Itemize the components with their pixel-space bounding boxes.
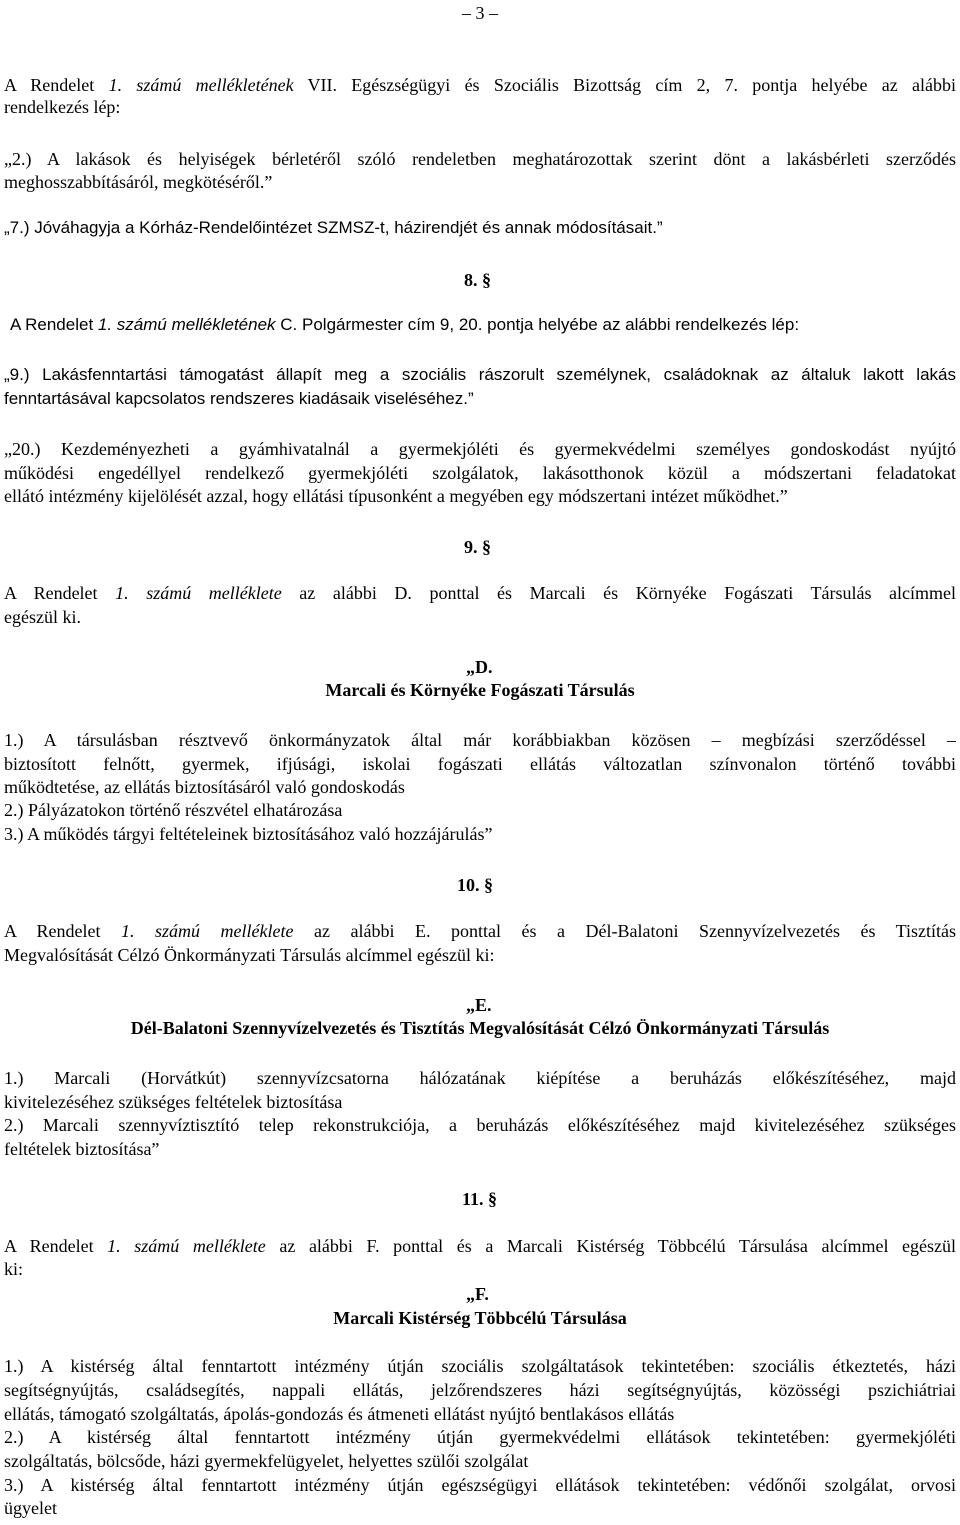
s10-intro-line-1: A Rendelet 1. számú melléklete az alábbi E. ponttal és a Dél-Balatoni Szennyvízelvezetés és Tisztítás [4, 921, 956, 941]
s8-point-20-line-3: ellátó intézmény kijelölését azzal, hogy ellátási típusonként a megyében egy módszertani intézet működhet.” [4, 486, 788, 506]
s9-annex-title: Marcali és Környéke Fogászati Társulás [325, 680, 635, 700]
s11-item-line-3: ellátás, támogató szolgáltatás, ápolás-gondozás és átmeneti ellátást nyújtó bentlakásos ellátás [4, 1404, 675, 1424]
s11-item-line-4: 2.) A kistérség által fenntartott intézmény útján gyermekvédelmi ellátások tekintetében: gyermekjóléti [4, 1427, 956, 1447]
s10-intro-line-2: Megvalósítását Célzó Önkormányzati Társulás alcímmel egészül ki: [4, 945, 495, 965]
s10-item-line-3: 2.) Marcali szennyvíztisztító telep rekonstrukciója, a beruházás előkészítéséhez majd kivitelezéséhez szükséges [4, 1115, 956, 1135]
s7-intro-line-2: rendelkezés lép: [4, 97, 121, 117]
s10-annex-letter: „E. [466, 995, 492, 1015]
s8-point-9-line-1: „9.) Lakásfenntartási támogatást állapít meg a szociális rászorult személynek, családoknak az általuk lakott lakás [4, 365, 956, 384]
s8-point-9-line-2: fenntartásával kapcsolatos rendszeres kiadásaik viseléséhez.” [4, 389, 474, 408]
s9-item-line-4: 2.) Pályázatokon történő részvétel elhatározása [4, 800, 343, 820]
s11-item-line-6: 3.) A kistérség által fenntartott intézmény útján egészségügyi ellátások tekintetében: védőnői szolgálat, orvosi [4, 1475, 956, 1495]
section-8-heading: 8. § [464, 270, 491, 290]
s8-intro: A Rendelet 1. számú mellékletének C. Polgármester cím 9, 20. pontja helyébe az alábbi rendelkezés lép: [10, 315, 800, 334]
s11-item-line-5: szolgáltatás, bölcsőde, házi gyermekfelügyelet, helyettes szülői szolgálat [4, 1451, 529, 1471]
s11-annex-title: Marcali Kistérség Többcélú Társulása [333, 1308, 627, 1328]
section-11-heading: 11. § [462, 1189, 498, 1209]
page-number: – 3 – [462, 3, 498, 23]
s7-point-2-line-2: meghosszabbításáról, megkötéséről.” [4, 172, 273, 192]
s11-item-line-1: 1.) A kistérség által fenntartott intézmény útján szociális szolgáltatások tekintetében: szociális étkeztetés, házi [4, 1356, 956, 1376]
section-9-heading: 9. § [464, 537, 491, 557]
s9-item-line-5: 3.) A működés tárgyi feltételeinek biztosításához való hozzájárulás” [4, 824, 493, 844]
s7-point-7: „7.) Jóváhagyja a Kórház-Rendelőintézet SZMSZ-t, házirendjét és annak módosításait.” [4, 218, 663, 237]
s9-annex-letter: „D. [466, 657, 493, 677]
s11-intro-line-2: ki: [4, 1259, 24, 1279]
s7-intro-line-1: A Rendelet 1. számú mellékletének VII. Egészségügyi és Szociális Bizottság cím 2, 7. pontja helyébe az alábbi [4, 75, 956, 95]
section-10-heading: 10. § [457, 875, 493, 895]
s10-item-line-2: kivitelezéséhez szükséges feltételek biztosítása [4, 1092, 343, 1112]
s8-point-20-line-2: működési engedéllyel rendelkező gyermekjóléti szolgálatok, lakásotthonok közül a módszertani feladatokat [4, 463, 956, 483]
s11-annex-letter: „F. [466, 1284, 489, 1304]
s7-point-2-line-1: „2.) A lakások és helyiségek bérletéről szóló rendeletben meghatározottak szerint dönt a lakásbérleti szerződés [4, 149, 956, 169]
s9-intro-line-2: egészül ki. [4, 607, 81, 627]
s10-item-line-1: 1.) Marcali (Horvátkút) szennyvízcsatorna hálózatának kiépítése a beruházás előkészítéséhez, majd [4, 1068, 956, 1088]
s9-item-line-2: biztosított felnőtt, gyermek, ifjúsági, iskolai fogászati ellátás változatlan színvonalon történő további [4, 754, 956, 774]
s11-item-line-2: segítségnyújtás, családsegítés, nappali ellátás, jelzőrendszeres házi segítségnyújtás, közösségi pszichiátriai [4, 1380, 956, 1400]
s11-item-line-7: ügyelet [4, 1498, 57, 1518]
s10-annex-title: Dél-Balatoni Szennyvízelvezetés és Tisztítás Megvalósítását Célzó Önkormányzati Társulás [130, 1018, 830, 1038]
s9-item-line-1: 1.) A társulásban résztvevő önkormányzatok által már korábbiakban közösen – megbízási szerződéssel – [4, 730, 956, 750]
s8-point-20-line-1: „20.) Kezdeményezheti a gyámhivatalnál a gyermekjóléti és gyermekvédelmi személyes gondoskodást nyújtó [4, 439, 956, 459]
s9-intro-line-1: A Rendelet 1. számú melléklete az alábbi D. ponttal és Marcali és Környéke Fogászati Társulás alcímmel [4, 583, 956, 603]
s10-item-line-4: feltételek biztosítása” [4, 1139, 160, 1159]
s11-intro-line-1: A Rendelet 1. számú melléklete az alábbi F. ponttal és a Marcali Kistérség Többcélú Társulása alcímmel egészül [4, 1236, 956, 1256]
s9-item-line-3: működtetése, az ellátás biztosításáról való gondoskodás [4, 777, 405, 797]
